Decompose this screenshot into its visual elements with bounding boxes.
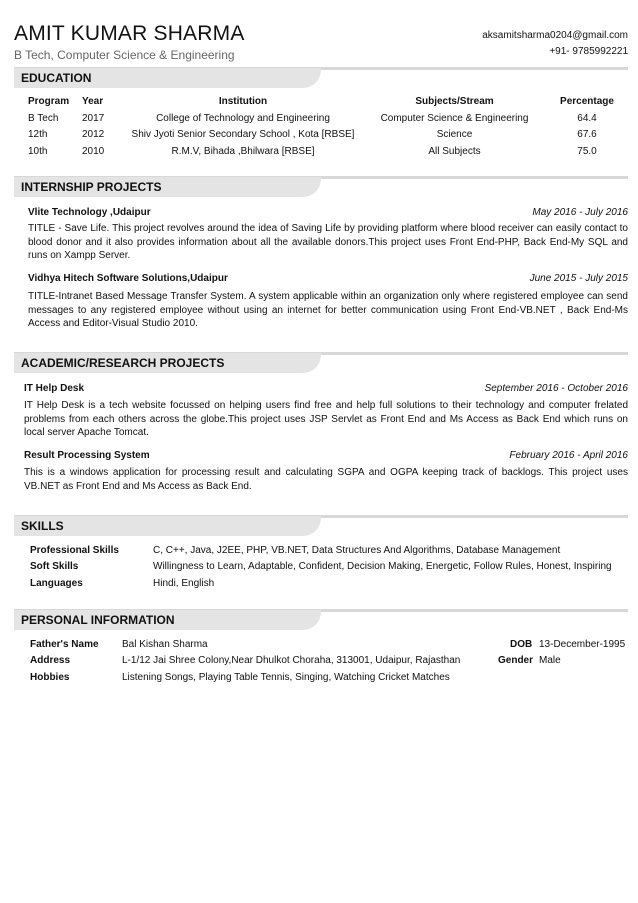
section-academic-header	[14, 352, 628, 373]
table-cell: 67.6	[577, 129, 597, 141]
table-cell: 2012	[82, 129, 105, 141]
table-cell: All Subjects	[428, 145, 481, 157]
column-header: Subjects/Stream	[415, 96, 494, 107]
internship-org: Vidhya Hitech Software Solutions,Udaipur	[28, 273, 228, 284]
column-header: Program	[28, 96, 70, 107]
internship-date: June 2015 - July 2015	[529, 273, 628, 284]
table-cell: 2010	[82, 145, 105, 157]
table-cell: Shiv Jyoti Senior Secondary School , Kota [RBSE]	[131, 129, 355, 141]
table-cell: Science	[436, 129, 473, 141]
dob-value: 13-December-1995	[539, 639, 626, 650]
education-table	[14, 93, 628, 160]
table-header-row	[14, 93, 628, 110]
table-cell: 12th	[28, 129, 48, 141]
section-internships-header	[14, 176, 628, 197]
internship-org: Vlite Technology ,Udaipur	[28, 207, 151, 218]
project-name: Result Processing System	[24, 450, 150, 461]
candidate-degree: B Tech, Computer Science & Engineering	[14, 48, 235, 62]
languages-value: Hindi, English	[153, 578, 215, 589]
gender-label: Gender	[498, 655, 534, 666]
column-header: Institution	[218, 96, 268, 107]
father-name-label: Father's Name	[30, 639, 99, 650]
table-cell: 75.0	[577, 145, 597, 157]
section-title: SKILLS	[21, 519, 64, 533]
section-personal-header	[14, 609, 628, 630]
table-cell: College of Technology and Engineering	[156, 112, 330, 124]
section-title: EDUCATION	[21, 71, 92, 85]
section-title: PERSONAL INFORMATION	[21, 613, 175, 627]
gender-value: Male	[539, 655, 561, 666]
dob-label: DOB	[510, 639, 533, 650]
project-date: February 2016 - April 2016	[509, 450, 628, 461]
professional-skills-label: Professional Skills	[30, 545, 119, 556]
internship-date: May 2016 - July 2016	[532, 207, 628, 218]
project-date: September 2016 - October 2016	[484, 383, 628, 394]
languages-label: Languages	[30, 578, 83, 589]
address-value: L-1/12 Jai Shree Colony,Near Dhulkot Choraha, 313001, Udaipur, Rajasthan	[122, 655, 461, 666]
resume-header	[14, 22, 628, 66]
contact-info	[482, 28, 628, 60]
table-cell: 10th	[28, 145, 48, 157]
email-link[interactable]: aksamitsharma0204@gmail.com	[482, 30, 628, 41]
table-cell: R.M.V, Bihada ,Bhilwara [RBSE]	[171, 145, 315, 157]
internship-description: TITLE - Save Life. This project revolves around the idea of Saving Life by providing platform where blood receiver can easily contact to blood donor and it also provides information about all the available donors.This project uses Front End-PHP, Back End-My SQL and runs on Xampp Server.	[28, 223, 628, 261]
table-row	[14, 143, 628, 160]
candidate-name: AMIT KUMAR SHARMA	[14, 22, 245, 45]
section-title: INTERNSHIP PROJECTS	[21, 180, 162, 194]
table-row	[14, 127, 628, 144]
soft-skills-label: Soft Skills	[30, 561, 79, 572]
table-cell: 64.4	[577, 112, 597, 124]
project-description: IT Help Desk is a tech website focussed on helping users find free and help full solutions to their technology and computer frelated problems from each others across the globe.This project uses JSP Servlet as Front End and Ms Access as Back End which runs on local server Apache Tomcat.	[24, 400, 628, 438]
soft-skills-value: Willingness to Learn, Adaptable, Confident, Decision Making, Energetic, Follow Rules, Honest, Inspiring	[153, 561, 612, 572]
table-cell: B Tech	[28, 112, 59, 124]
table-cell: Computer Science & Engineering	[380, 112, 529, 124]
project-description: This is a windows application for processing result and calculating SGPA and OGPA keeping track of backlogs. This project uses VB.NET as Front End and Ms Access as Back End.	[24, 467, 628, 492]
internship-description: TITLE-Intranet Based Message Transfer System. A system applicable within an organization only where registered employee can send messages to any registered employee without using an internet for better communication using Front End-VB.NET , Back End-Ms Access and Editor-Visual Studio 2010.	[28, 291, 628, 329]
column-header: Percentage	[560, 96, 614, 107]
section-title: ACADEMIC/RESEARCH PROJECTS	[21, 356, 225, 370]
professional-skills-value: C, C++, Java, J2EE, PHP, VB.NET, Data Structures And Algorithms, Database Management	[153, 545, 561, 556]
hobbies-label: Hobbies	[30, 672, 70, 683]
address-label: Address	[30, 655, 71, 666]
section-skills-header	[14, 515, 628, 536]
table-cell: 2017	[82, 112, 105, 124]
table-row	[14, 110, 628, 127]
column-header: Year	[82, 96, 104, 107]
project-name: IT Help Desk	[24, 383, 85, 394]
father-name-value: Bal Kishan Sharma	[122, 639, 208, 650]
hobbies-value: Listening Songs, Playing Table Tennis, Singing, Watching Cricket Matches	[122, 672, 450, 683]
phone-number: +91- 9785992221	[549, 46, 628, 57]
section-education-header	[14, 67, 628, 88]
